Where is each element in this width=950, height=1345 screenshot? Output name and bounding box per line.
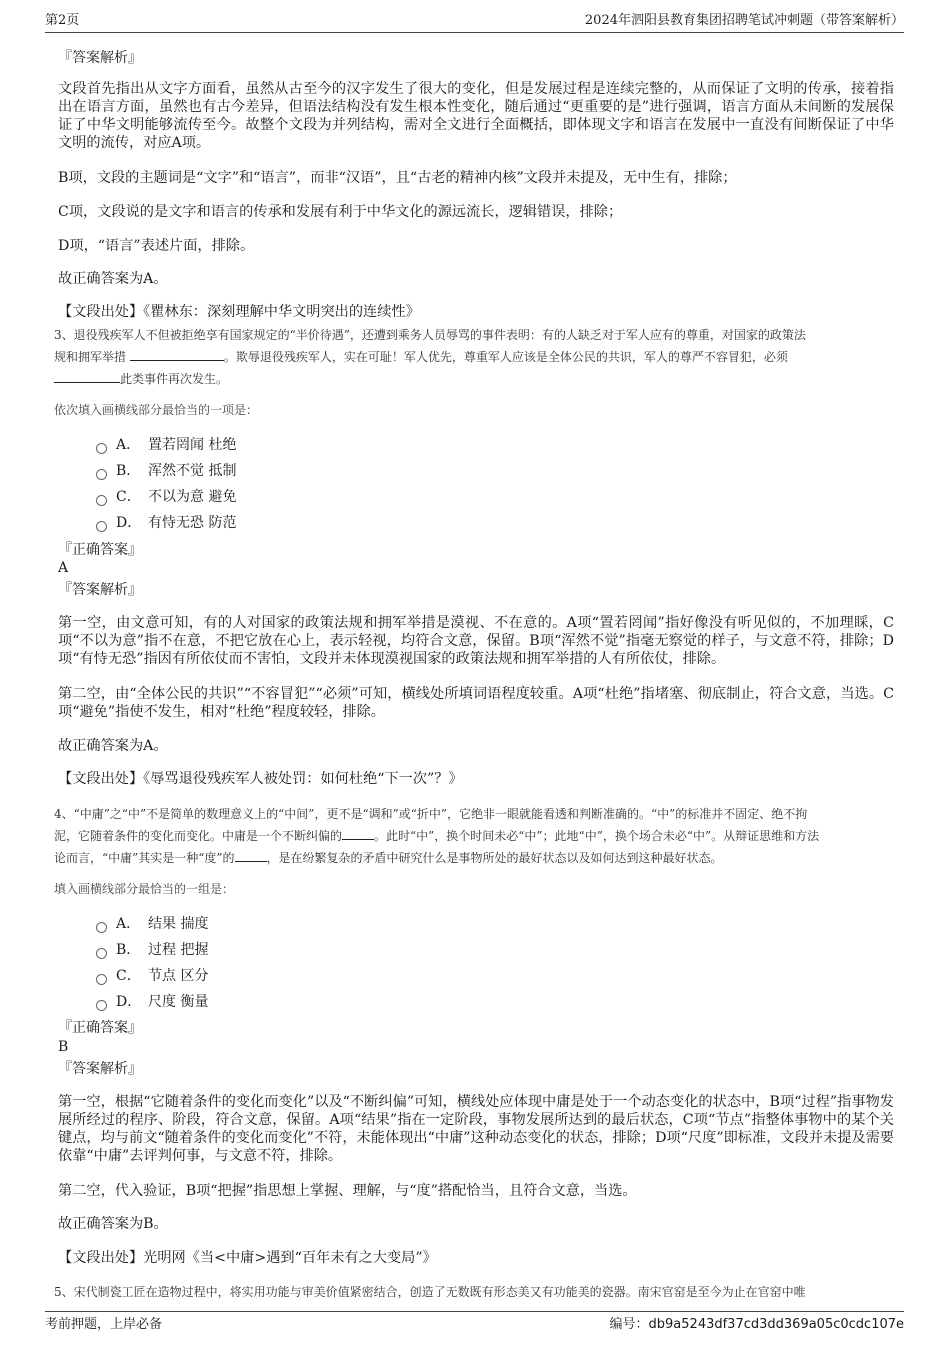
option-text: 结果 揣度	[148, 916, 209, 932]
q3-source: 【文段出处】《辱骂退役残疾军人被处罚：如何杜绝“下一次”？》	[58, 771, 463, 787]
option-text: 过程 把握	[148, 942, 209, 958]
q4-analysis-p2: 第二空，代入验证，B项“把握”指思想上掌握、理解，与“度”搭配恰当，且符合文意，当选。	[58, 1183, 637, 1199]
q4-stem-line2-a: 泥，它随着条件的变化而变化。中庸是一个不断纠偏的	[54, 829, 343, 843]
q4-stem	[54, 804, 896, 869]
q4-blank-2	[235, 847, 267, 862]
q4-stem-line3	[54, 847, 896, 869]
q3-stem	[54, 325, 896, 390]
option-letter: D．	[116, 515, 142, 531]
q2-analysis-label: 『答案解析』	[58, 50, 142, 66]
q4-stem-line1: 4、“中庸”之“中”不是简单的数理意义上的“中间”，更不是“调和”或“折中”，它绝非一眼就能看透和判断准确的。“中”的标准并不固定、绝不拘	[54, 807, 808, 821]
q3-correct-answer: A	[58, 560, 69, 576]
radio-icon[interactable]	[96, 948, 107, 959]
q4-conclusion: 故正确答案为B。	[58, 1216, 168, 1232]
q3-option-c[interactable]	[96, 487, 236, 507]
q4-analysis-label: 『答案解析』	[58, 1061, 142, 1077]
q4-prompt: 填入画横线部分最恰当的一组是：	[54, 882, 235, 896]
q5-stem	[54, 1282, 896, 1303]
q4-stem-line3-b: ，是在纷繁复杂的矛盾中研究什么是事物所处的最好状态以及如何达到这种最好状态。	[266, 851, 723, 865]
radio-icon[interactable]	[96, 1000, 107, 1011]
option-text: 尺度 衡量	[148, 994, 209, 1010]
q4-correct-label: 『正确答案』	[58, 1020, 142, 1036]
q4-option-a[interactable]	[96, 914, 208, 934]
q2-conclusion: 故正确答案为A。	[58, 271, 168, 287]
q4-option-c[interactable]	[96, 966, 208, 986]
q2-analysis-p4: D项，“语言”表述片面，排除。	[58, 238, 255, 254]
option-letter: C．	[116, 968, 141, 984]
option-text: 浑然不觉 抵制	[148, 463, 237, 479]
option-letter: D．	[116, 994, 142, 1010]
q3-blank-1	[130, 346, 224, 361]
q4-stem-line2	[54, 825, 896, 847]
page-footer	[45, 1311, 904, 1334]
option-text: 有恃无恐 防范	[148, 515, 237, 531]
q3-option-a[interactable]	[96, 435, 236, 455]
document-code	[610, 1314, 904, 1336]
q5-stem-line1: 5、宋代制瓷工匠在造物过程中，将实用功能与审美价值紧密结合，创造了无数既有形态美又有功能美的瓷器。南宋官窑是至今为止在官窑中唯	[54, 1285, 806, 1299]
q3-stem-line2	[54, 346, 896, 368]
q2-source: 【文段出处】《瞿林东：深刻理解中华文明突出的连续性》	[58, 304, 420, 320]
q2-analysis-p1: 文段首先指出从文字方面看，虽然从古至今的汉字发生了很大的变化，但是发展过程是连续完整的，从而保证了文明的传承，接着指出在语言方面，虽然也有古今差异，但语法结构没有发生根本性变化，随后通过“更重要的是”进行强调，语言方面从未间断的发展保证了中华文明能够流传至今。故整个文段为并列结构，需对全文进行全面概括，即体现文字和语言在发展中一直没有间断保证了中华文明的流传，对应A项。	[58, 81, 894, 151]
q4-analysis-p1: 第一空，根据“它随着条件的变化而变化”以及“不断纠偏”可知，横线处应体现中庸是处于一个动态变化的状态中，B项“过程”指事物发展所经过的程序、阶段，符合文意，保留。A项“结果”指在一定阶段，事物发展所达到的最后状态，C项“节点”指整体事物中的某个关键点，均与前文“随着条件的变化而变化”不符，未能体现出“中庸”这种动态变化的状态，排除；D项“尺度”即标准，文段并未提及需要依靠“中庸”去评判何事，与文意不符，排除。	[58, 1094, 894, 1164]
document-title: 2024年泗阳县教育集团招聘笔试冲刺题（带答案解析）	[584, 13, 904, 28]
q4-source: 【文段出处】光明网《当<中庸>遇到“百年未有之大变局”》	[58, 1250, 437, 1266]
page-number: 第2页	[45, 13, 80, 28]
option-text: 节点 区分	[148, 968, 209, 984]
option-letter: A．	[116, 916, 141, 932]
q3-option-b[interactable]	[96, 461, 236, 481]
option-letter: B．	[116, 463, 141, 479]
document-code-label: 编号：	[609, 1317, 649, 1332]
option-letter: A．	[116, 437, 141, 453]
q3-blank-2	[54, 368, 120, 383]
radio-icon[interactable]	[96, 521, 107, 532]
q4-stem-line3-a: 论而言，“中庸”其实是一种“度”的	[54, 851, 235, 865]
q4-option-d[interactable]	[96, 992, 208, 1012]
q2-analysis-p3: C项，文段说的是文字和语言的传承和发展有利于中华文化的源远流长，逻辑错误，排除；	[58, 204, 623, 220]
q2-analysis-p2: B项，文段的主题词是“文字”和“语言”，而非“汉语”，且“古老的精神内核”文段并未提及，无中生有，排除；	[58, 170, 737, 186]
radio-icon[interactable]	[96, 974, 107, 985]
q4-blank-1	[342, 825, 374, 840]
q3-prompt: 依次填入画横线部分最恰当的一项是：	[54, 403, 259, 417]
q3-stem-line1: 3、退役残疾军人不但被拒绝享有国家规定的“半价待遇”，还遭到乘务人员辱骂的事件表明：有的人缺乏对于军人应有的尊重，对国家的政策法	[54, 328, 806, 342]
q3-analysis-p2: 第二空，由“全体公民的共识”“不容冒犯”“必须”可知，横线处所填词语程度较重。A项“杜绝”指堵塞、彻底制止，符合文意，当选。C项“避免”指使不发生，相对“杜绝”程度较轻，排除。	[58, 686, 894, 720]
q4-stem-line2-b: 。此时“中”，换个时间未必“中”；此地“中”，换个场合未必“中”。从辩证思维和方法	[374, 829, 820, 843]
radio-icon[interactable]	[96, 469, 107, 480]
q3-analysis-p1: 第一空，由文意可知，有的人对国家的政策法规和拥军举措是漠视、不在意的。A项“置若罔闻”指好像没有听见似的，不加理睬，C项“不以为意”指不在意，不把它放在心上，表示轻视，均符合文意，保留。B项“浑然不觉”指毫无察觉的样子，与文意不符，排除；D项“有恃无恐”指因有所依仗而不害怕，文段并未体现漠视国家的政策法规和拥军举措的人有所依仗，排除。	[58, 615, 894, 667]
option-text: 不以为意 避免	[148, 489, 237, 505]
option-letter: B．	[116, 942, 141, 958]
q3-stem-line3	[54, 368, 896, 390]
option-text: 置若罔闻 杜绝	[148, 437, 237, 453]
radio-icon[interactable]	[96, 495, 107, 506]
q3-stem-line3-b: 此类事件再次发生。	[120, 372, 229, 386]
footer-slogan: 考前押题，上岸必备	[45, 1317, 163, 1332]
radio-icon[interactable]	[96, 922, 107, 933]
document-code-value: db9a5243df37cd3dd369a05c0cdc107e	[648, 1317, 904, 1332]
q3-analysis-label: 『答案解析』	[58, 582, 142, 598]
q3-conclusion: 故正确答案为A。	[58, 738, 168, 754]
option-letter: C．	[116, 489, 141, 505]
q3-stem-line2-b: 。欺辱退役残疾军人，实在可耻！军人优先，尊重军人应该是全体公民的共识，军人的尊严不容冒犯，必须	[223, 350, 788, 364]
page-header	[45, 10, 904, 33]
q4-option-b[interactable]	[96, 940, 208, 960]
q3-correct-label: 『正确答案』	[58, 542, 142, 558]
q3-option-d[interactable]	[96, 513, 236, 533]
radio-icon[interactable]	[96, 443, 107, 454]
q3-stem-line2-a: 规和拥军举措	[54, 350, 127, 364]
q4-correct-answer: B	[58, 1039, 69, 1055]
